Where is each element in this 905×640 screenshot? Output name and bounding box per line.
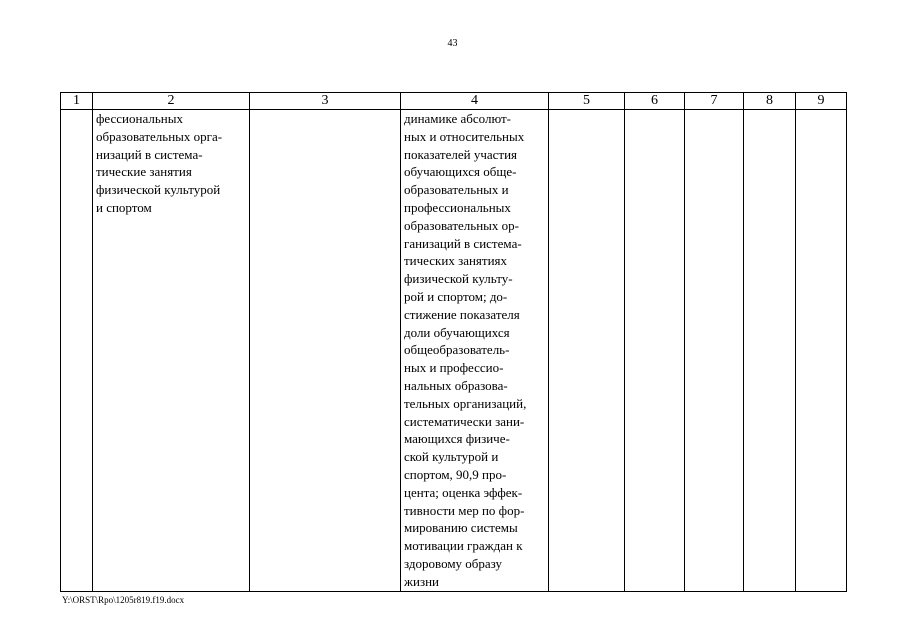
cell-text-line: мотивации граждан к — [404, 538, 523, 554]
cell-text-line: тические занятия — [96, 164, 192, 180]
cell-text-line: доли обучающихся — [404, 324, 510, 340]
cell-text-line: цента; оценка эффек- — [404, 484, 523, 500]
cell-text-line: ганизаций в системa- — [404, 235, 522, 251]
cell-text-line: жизни — [404, 573, 439, 589]
cell-col-6 — [625, 110, 685, 592]
column-header-7: 7 — [685, 93, 744, 110]
cell-text-line: тических занятиях — [404, 253, 508, 269]
column-header-8: 8 — [744, 93, 796, 110]
cell-text-line: ской культурой и — [404, 449, 499, 465]
footer-file-path: Y:\ORST\Rpo\1205r819.f19.docx — [62, 595, 185, 605]
cell-text-line: образовательных орга- — [96, 128, 223, 144]
column-header-6: 6 — [625, 93, 685, 110]
cell-text-line: мающихся физиче- — [404, 431, 510, 447]
cell-col-1 — [61, 110, 93, 592]
cell-text-line: систематически зани- — [404, 413, 525, 429]
cell-text-line: нальных образова- — [404, 377, 508, 393]
cell-text-line: тивности мер по фор- — [404, 502, 525, 518]
header-row — [61, 93, 847, 110]
cell-text-line: ных и профессио- — [404, 360, 504, 376]
table-row — [61, 110, 847, 592]
cell-text-line: обучающихся обще- — [404, 164, 517, 180]
cell-text-line: профессиональных — [404, 199, 511, 215]
cell-text-line: физической культу- — [404, 271, 513, 287]
cell-col-9 — [796, 110, 847, 592]
cell-text-line: образовательных и — [404, 182, 509, 198]
cell-text-line: спортом, 90,9 про- — [404, 466, 507, 482]
cell-text-line: тельных организаций, — [404, 395, 527, 411]
cell-text-line: показателей участия — [404, 146, 518, 162]
cell-text-line: образовательных ор- — [404, 217, 519, 233]
column-header-4: 4 — [401, 93, 549, 110]
cell-col-4 — [401, 110, 549, 592]
cell-col-8 — [744, 110, 796, 592]
cell-col-3 — [250, 110, 401, 592]
cell-text-line: ных и относительных — [404, 128, 525, 144]
cell-text-line: общеобразователь- — [404, 342, 510, 358]
cell-text-line: и спортом — [96, 199, 152, 215]
column-header-2: 2 — [93, 93, 250, 110]
cell-text-line: стижение показателя — [404, 306, 520, 322]
cell-col-2 — [93, 110, 250, 592]
cell-text-line: низаций в системa- — [96, 146, 203, 162]
cell-text-line: фессиональных — [96, 111, 183, 126]
cell-text-line: рой и спортом; до- — [404, 288, 508, 304]
cell-text-line: здоровому образу — [404, 555, 503, 571]
cell-col-5 — [549, 110, 625, 592]
column-header-3: 3 — [250, 93, 401, 110]
column-header-5: 5 — [549, 93, 625, 110]
column-header-1: 1 — [61, 93, 93, 110]
page-number: 43 — [447, 38, 458, 49]
column-header-9: 9 — [796, 93, 847, 110]
cell-text-line: физической культурой — [96, 182, 221, 198]
cell-text-line: динамике абсолют- — [404, 111, 512, 126]
cell-col-7 — [685, 110, 744, 592]
cell-text-line: мированию системы — [404, 520, 518, 536]
document-table — [60, 92, 847, 592]
